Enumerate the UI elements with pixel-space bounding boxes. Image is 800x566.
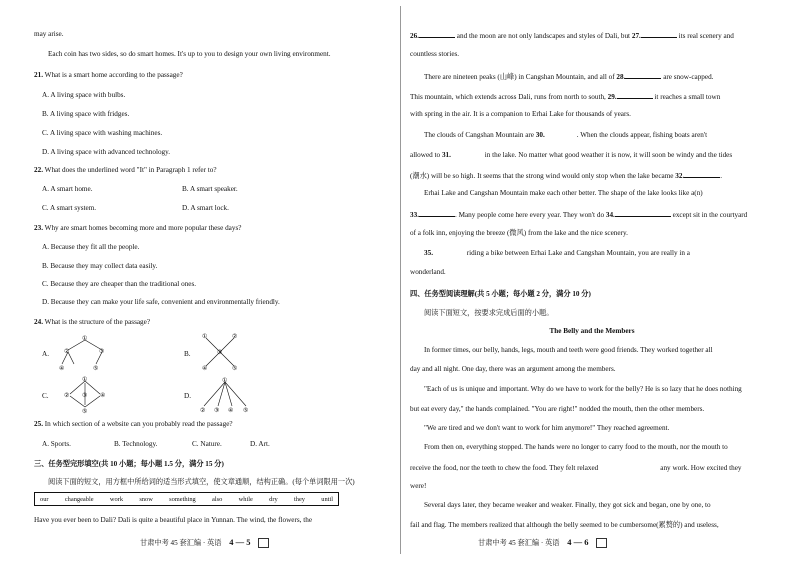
option[interactable]: A. A smart home. xyxy=(42,185,93,193)
word-bank-word: also xyxy=(212,495,223,503)
word-bank-word: changeable xyxy=(64,495,94,503)
page-number: 4 — 5 xyxy=(229,537,251,547)
cloze-line: 35. riding a bike between Erhai Lake and Cangshan Mountain, you are really in a xyxy=(424,249,690,257)
question-22: 22. What does the underlined word "It" in Paragraph 1 refer to? xyxy=(34,166,217,174)
story-line: In former times, our belly, hands, legs, mouth and teeth were good friends. They worked together all xyxy=(424,346,713,354)
section-3-title: 三、任务型完形填空(共 10 小题；每小题 1.5 分，满分 15 分) xyxy=(34,460,224,468)
option-c-label[interactable]: C. xyxy=(42,392,49,400)
diagram-node: ① xyxy=(222,378,228,384)
answer-blank-33[interactable] xyxy=(419,209,455,217)
cloze-line: allowed to 31. in the lake. No matter what good weather it is now, it will soon be windy and the tides xyxy=(410,151,733,159)
diagram-node: ④ xyxy=(202,366,208,372)
cloze-line: Erhai Lake and Cangshan Mountain make each other better. The shape of the lake looks like a(n) xyxy=(424,189,703,197)
structure-diagram-d xyxy=(196,374,258,414)
option[interactable]: A. Because they fit all the people. xyxy=(42,243,140,251)
cloze-line: countless stories. xyxy=(410,50,460,58)
qr-code-icon xyxy=(596,538,607,548)
diagram-node: ④ xyxy=(228,408,234,414)
answer-gap xyxy=(598,463,660,470)
diagram-node: ④ xyxy=(100,393,106,399)
option[interactable]: B. Technology. xyxy=(114,440,158,448)
left-column xyxy=(34,0,392,566)
structure-diagram-a xyxy=(56,332,118,372)
option[interactable]: B. Because they may collect data easily. xyxy=(42,262,158,270)
cloze-line: This mountain, which extends across Dali, runs from north to south, 29. it reaches a small town xyxy=(410,93,721,101)
answer-blank-29[interactable] xyxy=(617,91,653,99)
structure-diagram-b xyxy=(196,332,246,372)
cloze-line: wonderland. xyxy=(410,268,446,276)
text-line: Have you ever been to Dali? Dali is quite a beautiful place in Yunnan. The wind, the flowers, the xyxy=(34,516,313,524)
answer-blank-27[interactable] xyxy=(641,30,677,38)
text-line: may arise. xyxy=(34,30,64,38)
section-4-title: 四、任务型阅读理解(共 5 小题；每小题 2 分，满分 10 分) xyxy=(410,290,591,298)
story-line: fail and flag. The members realized that although the belly seemed to be cumbersome(累赘的) and useless, xyxy=(410,521,719,529)
diagram-node: ⑤ xyxy=(93,366,99,372)
cloze-line: There are nineteen peaks (山峰) in Cangshan Mountain, and all of 28. are snow-capped. xyxy=(424,73,714,81)
question-23: 23. Why are smart homes becoming more and more popular these days? xyxy=(34,224,242,232)
diagram-node: ③ xyxy=(217,350,223,356)
option[interactable]: B. A smart speaker. xyxy=(182,185,238,193)
text-line: Each coin has two sides, so do smart homes. It's up to you to design your own living environment. xyxy=(48,50,331,58)
option[interactable]: C. Because they are cheaper than the traditional ones. xyxy=(42,280,197,288)
right-column xyxy=(410,0,774,566)
option-b-label[interactable]: B. xyxy=(184,350,191,358)
story-line: Several days later, they became weaker and weaker. Finally, they got sick and began, one by one, to xyxy=(424,501,711,509)
story-line: "Each of us is unique and important. Why do we have to work for the belly? He is so lazy that he does nothing xyxy=(424,385,742,393)
word-bank xyxy=(34,492,339,506)
option[interactable]: A. A living space with bulbs. xyxy=(42,91,126,99)
option[interactable]: D. A living space with advanced technology. xyxy=(42,148,171,156)
diagram-node: ② xyxy=(232,334,238,340)
answer-blank-35[interactable] xyxy=(433,248,465,255)
section-4-instructions: 阅读下面短文，按要求完成后面的小题。 xyxy=(424,309,554,317)
diagram-node: ② xyxy=(200,408,206,414)
diagram-node: ② xyxy=(64,349,70,355)
column-divider xyxy=(400,6,401,554)
story-line: "We are tired and we don't want to work for him anymore!" They reached agreement. xyxy=(424,424,670,432)
story-line: From then on, everything stopped. The hands were no longer to carry food to the mouth, nor the mouth to xyxy=(424,443,728,451)
story-line: receive the food, nor the teeth to chew the food. They felt relaxed any work. How excited they xyxy=(410,464,742,472)
story-line: but eat every day," the hands complained. "You are right!" nodded the mouth, then the other members. xyxy=(410,405,705,413)
diagram-node: ① xyxy=(82,377,88,383)
answer-blank-28[interactable] xyxy=(625,71,661,79)
page-footer: 甘肃中考 45 套汇编 · 英语 4 — 5 xyxy=(140,537,269,548)
qr-code-icon xyxy=(258,538,269,548)
cloze-line: of a folk inn, enjoying the breeze (微风) from the lake and the nice scenery. xyxy=(410,229,628,237)
section-3-instructions: 阅读下面的短文，用方框中所给词的适当形式填空，使文章通顺，结构正确。(每个单词限用一次) xyxy=(48,478,355,486)
option[interactable]: C. Nature. xyxy=(192,440,222,448)
word-bank-word: while xyxy=(238,495,253,503)
word-bank-word: dry xyxy=(269,495,278,503)
word-bank-word: snow xyxy=(139,495,153,503)
question-25: 25. In which section of a website can you probably read the passage? xyxy=(34,420,233,428)
option[interactable]: C. A living space with washing machines. xyxy=(42,129,163,137)
story-line: were! xyxy=(410,482,427,490)
question-21: 21. What is a smart home according to the passage? xyxy=(34,71,183,79)
cloze-line: The clouds of Cangshan Mountain are 30. . When the clouds appear, fishing boats aren't xyxy=(424,131,708,139)
cloze-line: 33. . Many people come here every year. They won't do 34. except sit in the courtyard xyxy=(410,211,748,219)
option[interactable]: D. Because they can make your life safe, convenient and environmentally friendly. xyxy=(42,298,280,306)
word-bank-word: something xyxy=(169,495,196,503)
story-line: day and all night. One day, there was an argument among the members. xyxy=(410,365,616,373)
option[interactable]: D. A smart lock. xyxy=(182,204,229,212)
option[interactable]: C. A smart system. xyxy=(42,204,97,212)
cloze-line: (潮水) will be so high. It seems that the strong wind would only stop when the lake became 32. . xyxy=(410,172,723,180)
page-footer: 甘肃中考 45 套汇编 · 英语 4 — 6 xyxy=(478,537,607,548)
diagram-node: ③ xyxy=(82,393,88,399)
diagram-node: ③ xyxy=(214,408,220,414)
answer-blank-31[interactable] xyxy=(451,150,483,157)
option-d-label[interactable]: D. xyxy=(184,392,191,400)
diagram-node: ⑤ xyxy=(232,366,238,372)
option[interactable]: D. Art. xyxy=(250,440,270,448)
cloze-line: with spring in the air. It is a companion to Erhai Lake for thousands of years. xyxy=(410,110,631,118)
answer-blank-32[interactable] xyxy=(684,170,720,178)
answer-blank-26[interactable] xyxy=(419,30,455,38)
answer-blank-34[interactable] xyxy=(615,209,671,217)
structure-diagram-c xyxy=(56,374,118,414)
word-bank-word: they xyxy=(293,495,305,503)
diagram-node: ⑤ xyxy=(243,408,249,414)
word-bank-word: until xyxy=(321,495,333,503)
page-number: 4 — 6 xyxy=(567,537,589,547)
story-title: The Belly and the Members xyxy=(549,327,635,335)
option[interactable]: A. Sports. xyxy=(42,440,71,448)
question-24: 24. What is the structure of the passage? xyxy=(34,318,151,326)
cloze-line: 26. and the moon are not only landscapes and styles of Dali, but 27. its real scenery and xyxy=(410,32,734,40)
diagram-node: ④ xyxy=(59,366,65,372)
option[interactable]: B. A living space with fridges. xyxy=(42,110,130,118)
diagram-node: ③ xyxy=(99,349,105,355)
option-a-label[interactable]: A. xyxy=(42,350,49,358)
diagram-node: ⑤ xyxy=(82,409,88,414)
word-bank-word: our xyxy=(40,495,49,503)
diagram-node: ① xyxy=(82,336,88,342)
diagram-node: ② xyxy=(64,393,70,399)
diagram-node: ① xyxy=(202,334,208,340)
answer-blank-30[interactable] xyxy=(545,130,577,137)
word-bank-word: work xyxy=(109,495,124,503)
